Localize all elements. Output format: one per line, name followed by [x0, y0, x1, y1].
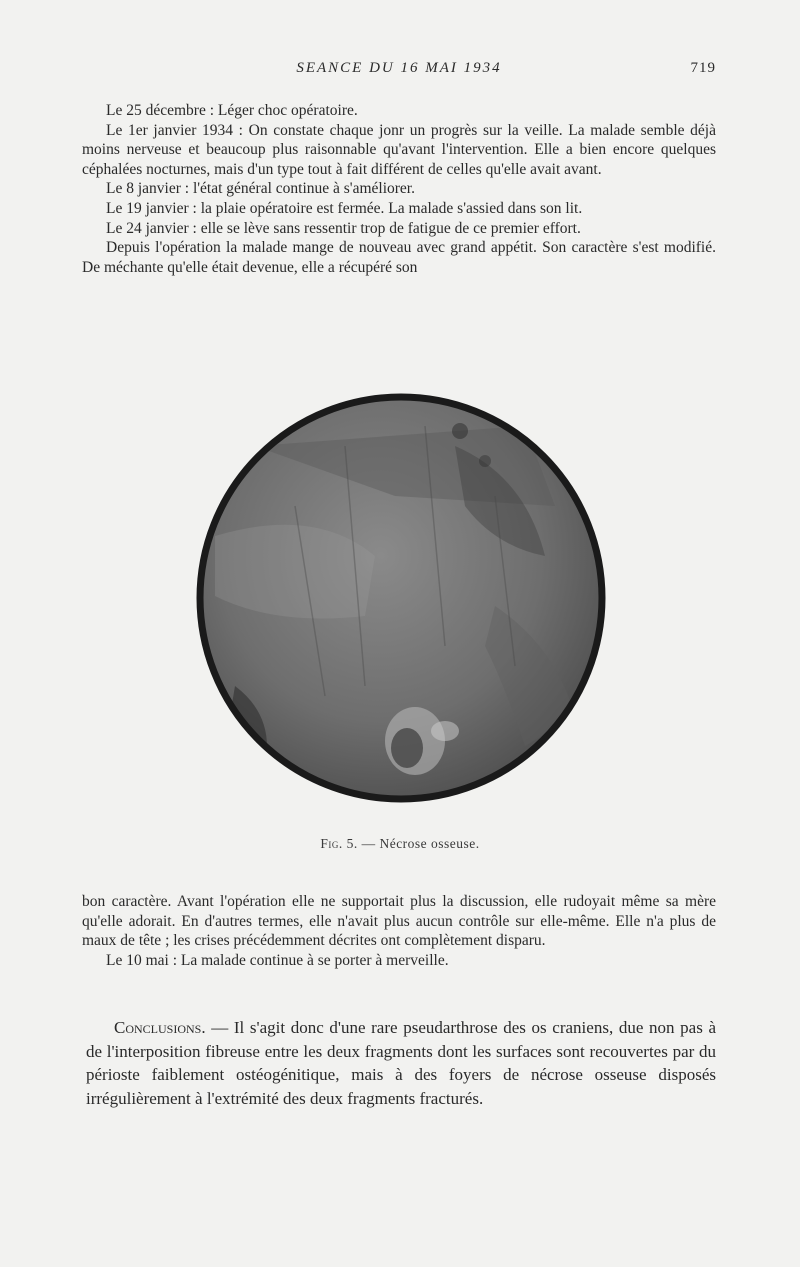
running-header	[82, 60, 716, 82]
page-number: 719	[690, 60, 716, 76]
case-notes-bottom	[82, 892, 716, 970]
paragraph-continuation: bon caractère. Avant l'opération elle ne supportait plus la discussion, elle rudoyait même sa mère qu'elle adorait. En d'autres termes, elle n'avait plus aucun contrôle sur elle-même. Elle n'a plus de maux de tête ; les crises précédemment décrites ont complètement disparu.	[82, 893, 716, 950]
conclusions-section	[86, 1016, 716, 1110]
session-title: SEANCE DU 16 MAI 1934	[296, 60, 502, 76]
paragraph-may-10: Le 10 mai : La malade continue à se porter à merveille.	[106, 951, 449, 969]
paragraph-jan-8: Le 8 janvier : l'état général continue à s'améliorer.	[106, 180, 415, 198]
conclusions-heading: Conclusions.	[114, 1018, 206, 1037]
paragraph-dec-25: Le 25 décembre : Léger choc opératoire.	[106, 102, 358, 119]
case-notes-top	[82, 101, 716, 277]
conclusions-paragraph	[86, 1016, 716, 1110]
paragraph-since-operation: Depuis l'opération la malade mange de nouveau avec grand appétit. Son caractère s'est modifié. De méchante qu'elle était devenue, elle a récupéré son	[82, 239, 716, 276]
bone-necrosis-micrograph	[195, 386, 607, 810]
paragraph-jan-19: Le 19 janvier : la plaie opératoire est fermée. La malade s'assied dans son lit.	[106, 199, 583, 217]
figure-caption-text: — Nécrose osseuse.	[361, 836, 480, 851]
paragraph-jan-24: Le 24 janvier : elle se lève sans ressentir trop de fatigue de ce premier effort.	[106, 219, 581, 237]
figure-label: Fig. 5.	[320, 836, 358, 851]
conclusions-text: — Il s'agit donc d'une rare pseudarthrose des os craniens, due non pas à de l'interposition fibreuse entre les deux fragments dont les surfaces sont recouvertes par du périoste faiblement ostéogénitique, mais à des foyers de nécrose osseuse disposés irrégulièrement à l'extrémité des deux fragments fracturés.	[86, 1018, 716, 1108]
figure-caption	[0, 836, 800, 852]
paragraph-jan-1: Le 1er janvier 1934 : On constate chaque jonr un progrès sur la veille. La malade semble déjà moins nerveuse et beaucoup plus raisonnable qu'avant l'intervention. Elle a bien encore quelques céphalées nocturnes, mais d'un type tout à fait différent de celles qu'elle avait avant.	[82, 121, 716, 178]
